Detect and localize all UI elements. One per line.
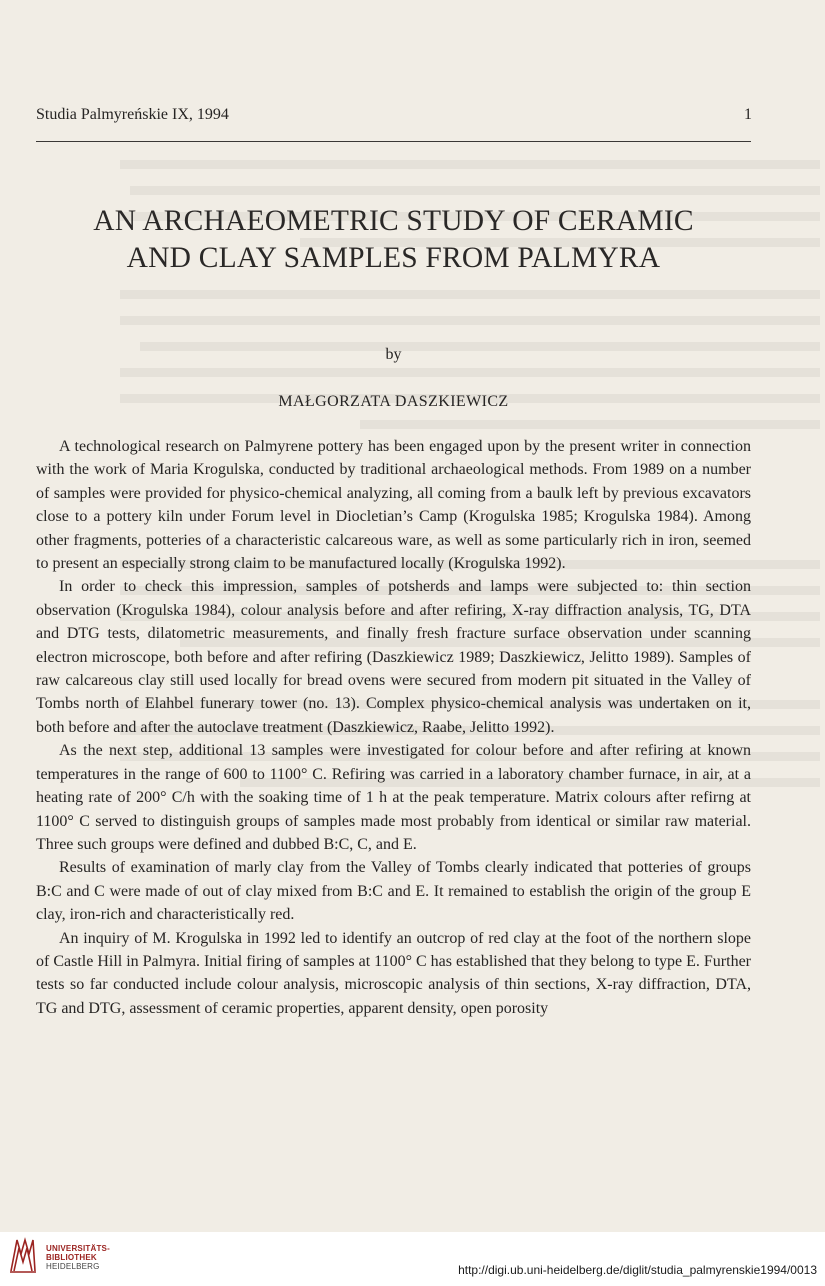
title-line-2: AND CLAY SAMPLES FROM PALMYRA (126, 242, 661, 274)
library-name (46, 1244, 110, 1271)
library-line-1: UNIVERSITÄTS- (46, 1244, 110, 1253)
paragraph: A technological research on Palmyrene pottery has been engaged upon by the present writer in connection with the work of Maria Krogulska, conducted by traditional archaeological methods. From 1989 on a number of samples were provided for physico-chemical analyzing, all coming from a baulk left by previous excavators close to a pottery kiln under Forum level in Diocletian’s Camp (Krogulska 1985; Krogulska 1984). Among other fragments, potteries of a characteristic calcareous ware, as well as some particularly rich in iron, seemed to present an especially strong claim to be manufactured locally (Krogulska 1992). (36, 438, 751, 573)
source-url-link[interactable]: http://digi.ub.uni-heidelberg.de/diglit/studia_palmyrenskie1994/0013 (458, 1263, 817, 1277)
article-body (36, 435, 751, 1020)
university-library-logo-icon (8, 1234, 38, 1274)
library-line-3: HEIDELBERG (46, 1262, 100, 1271)
library-line-2: BIBLIOTHEK (46, 1253, 97, 1262)
journal-title: Studia Palmyreńskie IX, 1994 (36, 106, 229, 123)
paragraph: Results of examination of marly clay from the Valley of Tombs clearly indicated that potteries of groups B:C and C were made of out of clay mixed from B:C and E. It remained to establish the origin of the group E clay, iron-rich and characteristically red. (36, 859, 751, 924)
page-number: 1 (744, 106, 752, 123)
byline: by (385, 346, 402, 363)
paragraph: In order to check this impression, samples of potsherds and lamps were subjected to: thin section observation (Krogulska 1984), colour analysis before and after refiring, X-ray diffraction analysis, TG, DTA and DTG tests, dilatometric measurements, and finally fresh fracture surface observation under scanning electron microscope, both before and after refiring (Daszkiewicz 1989; Daszkiewicz, Jelitto 1989). Samples of raw calcareous clay still used locally for bread ovens were secured from modern pit situated in the Valley of Tombs north of Elahbel funerary tower (no. 13). Complex physico-chemical analysis was undertaken on it, both before and after the autoclave treatment (Daszkiewicz, Raabe, Jelitto 1992). (36, 578, 751, 736)
header-rule (36, 141, 751, 142)
author-name: MAŁGORZATA DASZKIEWICZ (278, 393, 509, 410)
paragraph: An inquiry of M. Krogulska in 1992 led to identify an outcrop of red clay at the foot of the northern slope of Castle Hill in Palmyra. Initial firing of samples at 1100° C has established that they belong to type E. Further tests so far conducted include colour analysis, microscopic analysis of thin sections, X-ray diffraction, DTA, TG and DTG, assessment of ceramic properties, apparent density, open porosity (36, 929, 752, 1017)
title-line-1: AN ARCHAEOMETRIC STUDY OF CERAMIC (93, 205, 694, 237)
article-title (36, 203, 751, 277)
digitization-footer (0, 1232, 825, 1286)
running-head (36, 104, 752, 126)
paragraph: As the next step, additional 13 samples were investigated for colour before and after refiring at known temperatures in the range of 600 to 1100° C. Refiring was carried in a laboratory chamber furnace, in air, at a heating rate of 200° C/h with the soaking time of 1 h at the peak temperature. Matrix colours after refirng at 1100° C served to distinguish groups of samples made most probably from identical or similar raw material. Three such groups were defined and dubbed B:C, C, and E. (36, 742, 751, 853)
